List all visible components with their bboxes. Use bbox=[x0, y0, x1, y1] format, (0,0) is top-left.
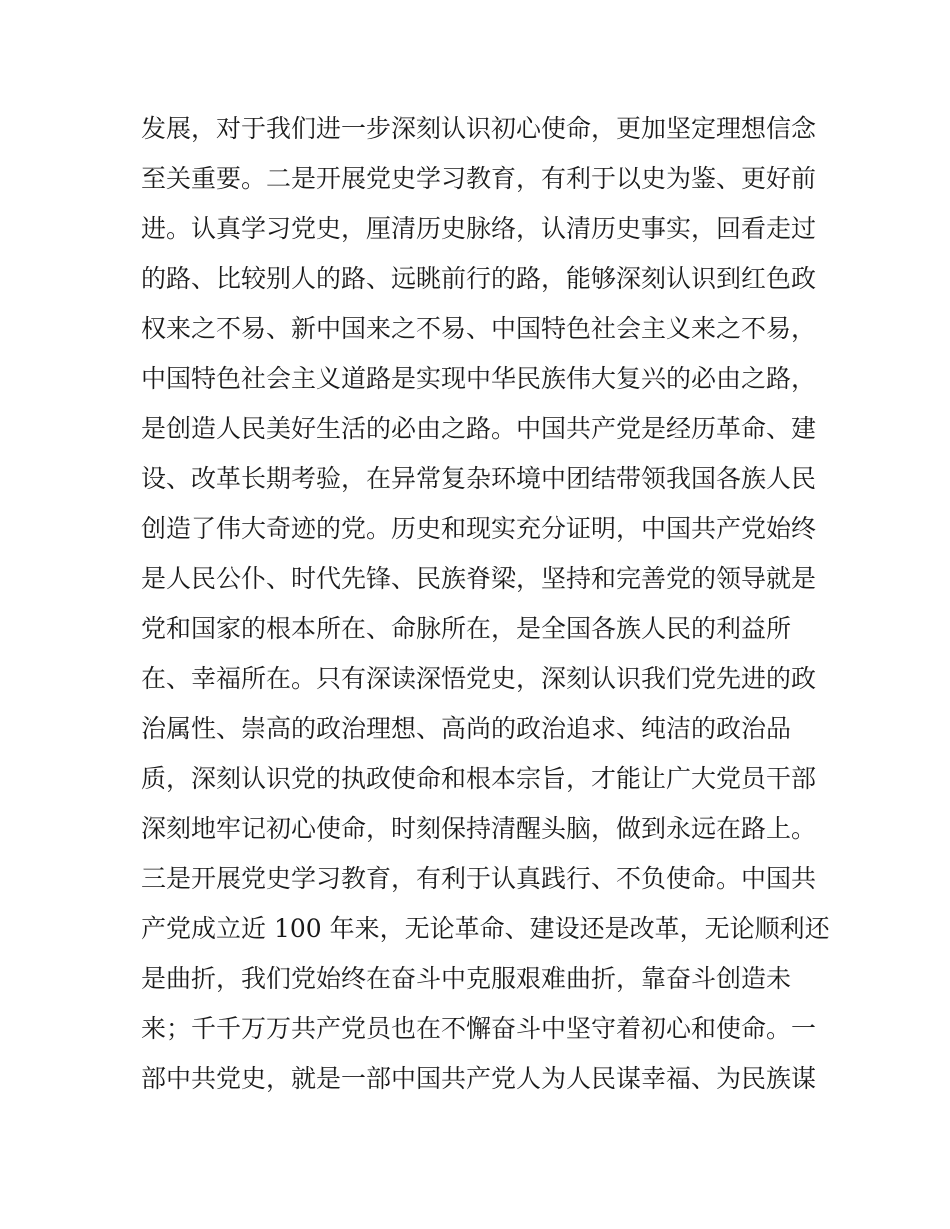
text-line: 至关重要。二是开展党史学习教育，有利于以史为鉴、更好前 bbox=[141, 164, 817, 193]
text-line: 深刻地牢记初心使命，时刻保持清醒头脑，做到永远在路上。 bbox=[141, 814, 817, 843]
text-line: 设、改革长期考验，在异常复杂环境中团结带领我国各族人民 bbox=[141, 464, 817, 493]
text-line: 权来之不易、新中国来之不易、中国特色社会主义来之不易， bbox=[141, 314, 817, 343]
text-line: 发展，对于我们进一步深刻认识初心使命，更加坚定理想信念 bbox=[141, 114, 817, 143]
text-line: 是创造人民美好生活的必由之路。中国共产党是经历革命、建 bbox=[141, 414, 817, 443]
text-line: 三是开展党史学习教育，有利于认真践行、不负使命。中国共 bbox=[141, 864, 817, 893]
text-line: 是人民公仆、时代先锋、民族脊梁，坚持和完善党的领导就是 bbox=[141, 564, 817, 593]
text-line: 部中共党史，就是一部中国共产党人为人民谋幸福、为民族谋 bbox=[141, 1064, 817, 1093]
text-line: 的路、比较别人的路、远眺前行的路，能够深刻认识到红色政 bbox=[141, 264, 817, 293]
text-line: 质，深刻认识党的执政使命和根本宗旨，才能让广大党员干部 bbox=[141, 764, 817, 793]
text-line: 创造了伟大奇迹的党。历史和现实充分证明，中国共产党始终 bbox=[141, 514, 817, 543]
text-line: 产党成立近 100 年来，无论革命、建设还是改革，无论顺利还 bbox=[141, 914, 830, 943]
text-line: 在、幸福所在。只有深读深悟党史，深刻认识我们党先进的政 bbox=[141, 664, 817, 693]
text-line: 来；千千万万共产党员也在不懈奋斗中坚守着初心和使命。一 bbox=[141, 1014, 817, 1043]
body-text bbox=[141, 104, 841, 1104]
text-line: 进。认真学习党史，厘清历史脉络，认清历史事实，回看走过 bbox=[141, 214, 817, 243]
text-line: 党和国家的根本所在、命脉所在，是全国各族人民的利益所 bbox=[141, 614, 792, 643]
text-line: 是曲折，我们党始终在奋斗中克服艰难曲折，靠奋斗创造未 bbox=[141, 964, 792, 993]
text-line: 治属性、崇高的政治理想、高尚的政治追求、纯洁的政治品 bbox=[141, 714, 792, 743]
text-line: 中国特色社会主义道路是实现中华民族伟大复兴的必由之路， bbox=[141, 364, 817, 393]
